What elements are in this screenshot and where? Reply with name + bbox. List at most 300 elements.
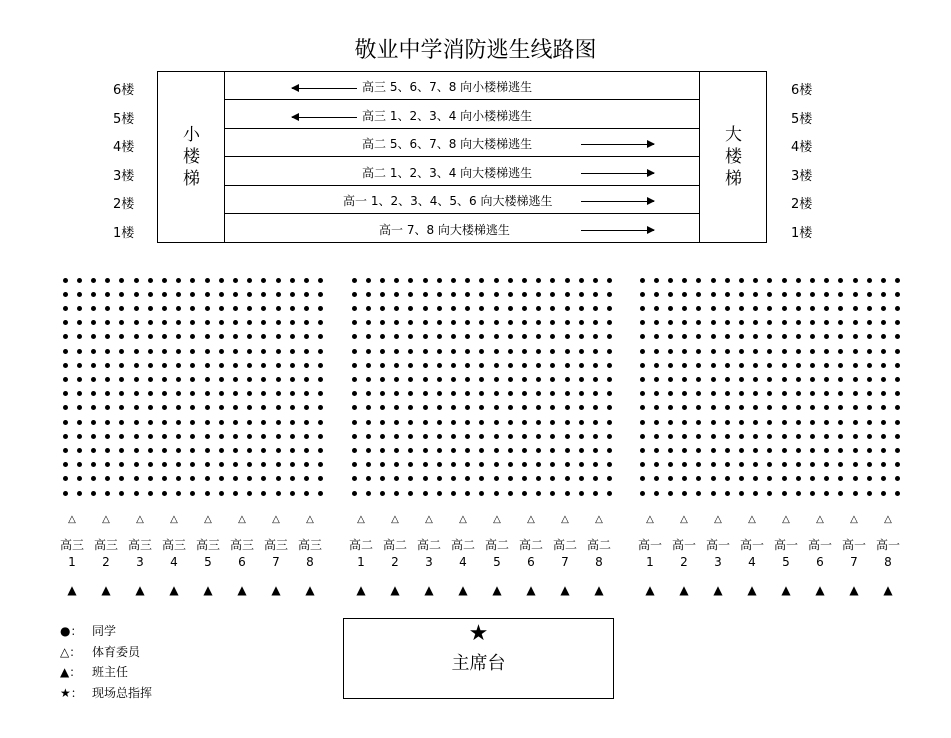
head-teacher-icon: ▲: [594, 583, 604, 597]
student-dot: [190, 491, 195, 496]
stage-label: 主席台: [451, 653, 506, 674]
student-dot: [796, 363, 801, 368]
student-dot: [304, 377, 309, 382]
class-number: 8: [306, 555, 314, 569]
head-teacher-icon: ▲: [781, 583, 791, 597]
student-dot: [290, 320, 295, 325]
floor-label: 5楼: [113, 111, 135, 127]
student-dot: [838, 405, 843, 410]
student-dot: [63, 491, 68, 496]
student-dot: [593, 476, 598, 481]
student-dot: [318, 292, 323, 297]
student-dot: [451, 377, 456, 382]
student-dot: [654, 306, 659, 311]
student-dot: [437, 292, 442, 297]
student-dot: [881, 292, 886, 297]
student-dot: [318, 434, 323, 439]
student-dot: [753, 363, 758, 368]
student-dot: [219, 391, 224, 396]
student-dot: [290, 349, 295, 354]
student-dot: [881, 306, 886, 311]
student-dot: [366, 420, 371, 425]
student-dot: [682, 420, 687, 425]
class-number: 5: [493, 555, 501, 569]
class-label: [584, 537, 614, 571]
class-number: 1: [357, 555, 365, 569]
student-dot: [423, 363, 428, 368]
student-dot: [318, 462, 323, 467]
student-dot: [233, 434, 238, 439]
student-dot: [479, 420, 484, 425]
route-text: 高三 5、6、7、8 向小楼梯逃生: [362, 80, 533, 94]
class-number: 2: [102, 555, 110, 569]
student-dot: [205, 420, 210, 425]
student-dot: [380, 278, 385, 283]
student-dot: [522, 405, 527, 410]
class-grade: 高三: [297, 538, 322, 552]
student-dot: [148, 420, 153, 425]
student-dot: [853, 377, 858, 382]
student-dot: [366, 491, 371, 496]
student-dot: [810, 377, 815, 382]
student-dot: [494, 491, 499, 496]
student-dot: [261, 320, 266, 325]
student-dot: [162, 320, 167, 325]
student-dot: [380, 462, 385, 467]
student-dot: [276, 278, 281, 283]
student-dot: [233, 363, 238, 368]
pe-rep-icon: △: [136, 514, 144, 525]
student-dot: [668, 278, 673, 283]
student-dot: [668, 391, 673, 396]
student-dot: [725, 434, 730, 439]
student-dot: [696, 462, 701, 467]
student-dot: [134, 391, 139, 396]
class-number: 5: [204, 555, 212, 569]
student-dot: [782, 292, 787, 297]
student-dot: [767, 462, 772, 467]
student-dot: [162, 391, 167, 396]
student-dot: [824, 476, 829, 481]
student-dot: [77, 334, 82, 339]
student-dot: [437, 448, 442, 453]
student-dot: [219, 334, 224, 339]
student-dot: [522, 334, 527, 339]
head-teacher-icon: ▲: [67, 583, 77, 597]
student-dot: [318, 420, 323, 425]
student-dot: [366, 462, 371, 467]
student-dot: [437, 491, 442, 496]
student-dot: [867, 306, 872, 311]
student-dot: [565, 491, 570, 496]
student-dot: [437, 334, 442, 339]
student-dot: [682, 278, 687, 283]
student-dot: [479, 491, 484, 496]
student-dot: [318, 476, 323, 481]
student-dot: [247, 278, 252, 283]
student-dot: [895, 306, 900, 311]
student-dot: [654, 391, 659, 396]
student-dot: [867, 292, 872, 297]
student-dot: [176, 491, 181, 496]
student-dot: [565, 420, 570, 425]
class-label: [482, 537, 512, 571]
student-dot: [782, 476, 787, 481]
student-dot: [105, 405, 110, 410]
small-staircase-char: 楼: [183, 147, 200, 167]
student-dot: [853, 334, 858, 339]
student-dot: [494, 448, 499, 453]
student-dot: [640, 377, 645, 382]
student-dot: [205, 434, 210, 439]
student-dot: [867, 278, 872, 283]
student-dot: [853, 491, 858, 496]
student-dot: [134, 349, 139, 354]
class-grade: 高一: [637, 538, 662, 552]
student-dot: [352, 292, 357, 297]
student-dot: [753, 320, 758, 325]
student-dot: [668, 306, 673, 311]
student-dot: [753, 476, 758, 481]
student-dot: [522, 391, 527, 396]
student-dot: [162, 363, 167, 368]
student-dot: [290, 476, 295, 481]
student-dot: [380, 420, 385, 425]
student-dot: [134, 448, 139, 453]
student-dot: [352, 434, 357, 439]
student-dot: [233, 306, 238, 311]
student-dot: [479, 363, 484, 368]
student-dot: [494, 420, 499, 425]
student-dot: [753, 278, 758, 283]
student-dot: [205, 405, 210, 410]
pe-rep-icon: △: [816, 514, 824, 525]
student-dot: [304, 420, 309, 425]
student-dot: [190, 462, 195, 467]
pe-rep-icon: △: [748, 514, 756, 525]
student-dot: [739, 377, 744, 382]
student-dot: [782, 377, 787, 382]
student-dot: [366, 278, 371, 283]
student-dot: [63, 363, 68, 368]
student-dot: [494, 405, 499, 410]
student-dot: [423, 405, 428, 410]
student-dot: [640, 491, 645, 496]
student-dot: [465, 306, 470, 311]
student-dot: [451, 405, 456, 410]
student-dot: [105, 334, 110, 339]
student-dot: [261, 292, 266, 297]
student-dot: [607, 278, 612, 283]
student-dot: [796, 306, 801, 311]
student-dot: [853, 462, 858, 467]
student-dot: [408, 349, 413, 354]
student-dot: [725, 476, 730, 481]
arrow-right-icon: [581, 173, 654, 174]
student-dot: [767, 391, 772, 396]
head-teacher-icon: ▲: [560, 583, 570, 597]
student-dot: [190, 334, 195, 339]
student-dot: [782, 363, 787, 368]
student-dot: [881, 462, 886, 467]
student-dot: [796, 476, 801, 481]
pe-rep-icon: △: [646, 514, 654, 525]
student-dot: [465, 334, 470, 339]
student-dot: [233, 292, 238, 297]
route-row: [225, 158, 699, 186]
student-dot: [148, 434, 153, 439]
student-dot: [593, 491, 598, 496]
route-row: [225, 186, 699, 214]
route-text: 高三 1、2、3、4 向小楼梯逃生: [362, 108, 533, 123]
student-dot: [423, 278, 428, 283]
student-dot: [91, 405, 96, 410]
student-dot: [867, 377, 872, 382]
class-number: 8: [595, 555, 603, 569]
student-dot: [219, 448, 224, 453]
student-dot: [838, 306, 843, 311]
student-dot: [148, 306, 153, 311]
student-dot: [394, 420, 399, 425]
student-dot: [494, 391, 499, 396]
student-dot: [682, 377, 687, 382]
student-dot: [148, 292, 153, 297]
student-dot: [276, 420, 281, 425]
student-dot: [711, 292, 716, 297]
student-dot: [247, 334, 252, 339]
head-teacher-icon: ▲: [390, 583, 400, 597]
student-dot: [536, 405, 541, 410]
student-dot: [522, 491, 527, 496]
student-dot: [148, 349, 153, 354]
route-text: 高二 5、6、7、8 向大楼梯逃生: [362, 137, 533, 151]
student-dot: [162, 462, 167, 467]
student-dot: [810, 363, 815, 368]
student-dot: [824, 363, 829, 368]
student-dot: [536, 476, 541, 481]
student-dot: [895, 405, 900, 410]
student-dot: [593, 391, 598, 396]
student-dot: [148, 476, 153, 481]
student-dot: [63, 391, 68, 396]
student-dot: [77, 462, 82, 467]
student-dot: [782, 462, 787, 467]
student-dot: [550, 405, 555, 410]
student-dot: [261, 377, 266, 382]
student-dot: [176, 320, 181, 325]
student-dot: [824, 462, 829, 467]
student-dot: [148, 363, 153, 368]
student-dot: [119, 434, 124, 439]
student-dot: [205, 334, 210, 339]
student-dot: [767, 420, 772, 425]
student-dot: [318, 448, 323, 453]
student-dot: [479, 462, 484, 467]
student-dot: [739, 349, 744, 354]
student-dot: [162, 292, 167, 297]
student-dot: [119, 391, 124, 396]
student-dot: [465, 476, 470, 481]
student-dot: [148, 278, 153, 283]
class-grade: 高二: [348, 538, 373, 552]
student-dot: [162, 491, 167, 496]
student-dot: [593, 320, 598, 325]
student-dot: [508, 391, 513, 396]
student-dot: [162, 434, 167, 439]
student-dot: [682, 476, 687, 481]
student-dot: [190, 476, 195, 481]
legend-symbol: △：: [60, 644, 82, 659]
student-dot: [853, 476, 858, 481]
class-number: 3: [714, 555, 722, 569]
student-dot: [739, 334, 744, 339]
student-dot: [119, 377, 124, 382]
student-dot: [810, 420, 815, 425]
student-dot: [810, 448, 815, 453]
student-dot: [725, 292, 730, 297]
head-teacher-icon: ▲: [815, 583, 825, 597]
student-dot: [508, 292, 513, 297]
student-dot: [63, 434, 68, 439]
student-dot: [465, 491, 470, 496]
student-dot: [522, 420, 527, 425]
student-dot: [782, 420, 787, 425]
student-dot: [796, 320, 801, 325]
student-dot: [607, 306, 612, 311]
student-dot: [176, 462, 181, 467]
student-dot: [465, 292, 470, 297]
student-dot: [725, 462, 730, 467]
student-dot: [607, 476, 612, 481]
student-dot: [767, 405, 772, 410]
student-dot: [366, 391, 371, 396]
student-dot: [579, 476, 584, 481]
class-grade: 高一: [671, 538, 696, 552]
student-dot: [205, 391, 210, 396]
student-dot: [494, 278, 499, 283]
student-dot: [91, 334, 96, 339]
student-dot: [451, 292, 456, 297]
arrow-right-icon: [581, 144, 654, 145]
student-dot: [565, 349, 570, 354]
student-dot: [640, 278, 645, 283]
student-dot: [276, 363, 281, 368]
student-dot: [739, 391, 744, 396]
student-dot: [479, 434, 484, 439]
student-dot: [380, 476, 385, 481]
student-dot: [565, 476, 570, 481]
student-dot: [380, 349, 385, 354]
student-dot: [895, 391, 900, 396]
student-dot: [105, 363, 110, 368]
student-dot: [261, 349, 266, 354]
student-dot: [782, 391, 787, 396]
student-dot: [261, 476, 266, 481]
head-teacher-icon: ▲: [135, 583, 145, 597]
student-dot: [233, 278, 238, 283]
student-dot: [810, 391, 815, 396]
student-dot: [247, 363, 252, 368]
student-dot: [352, 278, 357, 283]
student-dot: [134, 363, 139, 368]
student-dot: [205, 377, 210, 382]
student-dot: [668, 320, 673, 325]
student-dot: [725, 491, 730, 496]
student-dot: [895, 420, 900, 425]
student-dot: [796, 334, 801, 339]
student-dot: [148, 462, 153, 467]
student-dot: [176, 391, 181, 396]
student-dot: [579, 405, 584, 410]
pe-rep-icon: △: [272, 514, 280, 525]
student-dot: [550, 349, 555, 354]
student-dot: [654, 491, 659, 496]
student-dot: [290, 377, 295, 382]
student-dot: [668, 420, 673, 425]
student-dot: [63, 377, 68, 382]
student-dot: [711, 476, 716, 481]
student-dot: [579, 420, 584, 425]
head-teacher-icon: ▲: [747, 583, 757, 597]
student-dot: [654, 462, 659, 467]
student-dot: [654, 476, 659, 481]
head-teacher-icon: ▲: [679, 583, 689, 597]
student-dot: [134, 405, 139, 410]
student-dot: [536, 448, 541, 453]
student-dot: [479, 377, 484, 382]
student-dot: [550, 434, 555, 439]
class-grade: 高二: [450, 538, 475, 552]
student-dot: [550, 377, 555, 382]
pe-rep-icon: △: [425, 514, 433, 525]
student-dot: [711, 434, 716, 439]
floor-label: 1楼: [791, 226, 813, 241]
student-dot: [782, 434, 787, 439]
head-teacher-icon: ▲: [237, 583, 247, 597]
student-dot: [304, 278, 309, 283]
floor-label: 3楼: [113, 168, 135, 184]
student-dot: [565, 405, 570, 410]
head-teacher-icon: ▲: [424, 583, 434, 597]
student-dot: [304, 363, 309, 368]
student-dot: [682, 405, 687, 410]
student-dot: [380, 391, 385, 396]
class-grade: 高一: [875, 538, 900, 552]
student-dot: [824, 292, 829, 297]
student-dot: [640, 320, 645, 325]
student-dot: [881, 476, 886, 481]
student-dot: [380, 292, 385, 297]
stage-box: [343, 618, 614, 699]
student-dot: [190, 391, 195, 396]
student-dot: [881, 434, 886, 439]
student-dot: [219, 434, 224, 439]
small-staircase-char: 小: [183, 125, 200, 145]
class-grade: 高二: [586, 538, 611, 552]
student-dot: [522, 462, 527, 467]
student-dot: [290, 420, 295, 425]
student-dot: [654, 292, 659, 297]
head-teacher-icon: ▲: [271, 583, 281, 597]
student-dot: [853, 448, 858, 453]
student-dot: [508, 476, 513, 481]
student-dot: [261, 462, 266, 467]
student-dot: [696, 377, 701, 382]
pe-rep-icon: △: [527, 514, 535, 525]
student-dot: [423, 491, 428, 496]
pe-rep-icon: △: [391, 514, 399, 525]
student-dot: [640, 363, 645, 368]
